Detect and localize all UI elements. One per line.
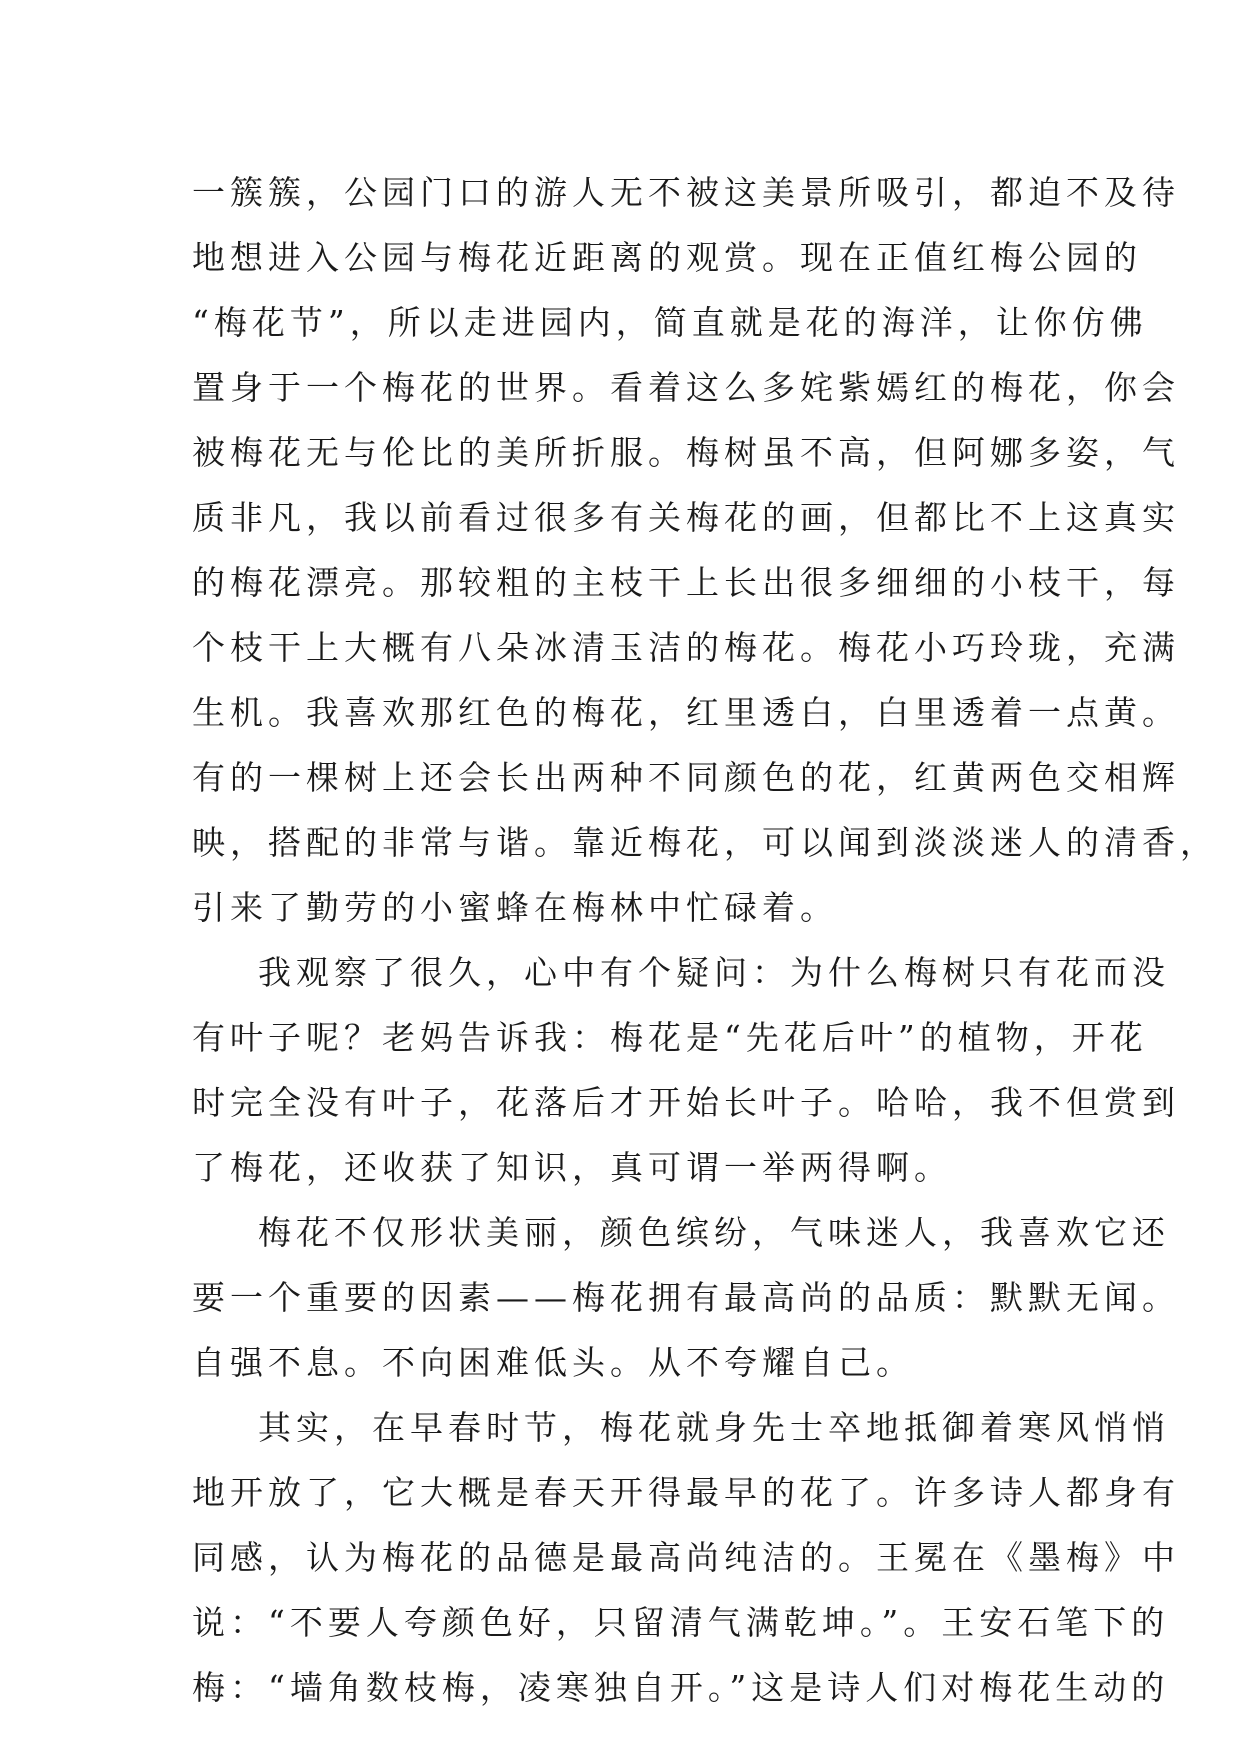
text-line: 生机。我喜欢那红色的梅花，红里透白，白里透着一点黄。 <box>192 693 1180 732</box>
text-line: 地想进入公园与梅花近距离的观赏。现在正值红梅公园的 <box>192 238 1142 277</box>
text-line: 有的一棵树上还会长出两种不同颜色的花，红黄两色交相辉 <box>192 758 1180 797</box>
text-line: 地开放了，它大概是春天开得最早的花了。许多诗人都身有 <box>192 1473 1180 1512</box>
text-line: 了梅花，还收获了知识，真可谓一举两得啊。 <box>192 1148 952 1187</box>
text-line: 说：“不要人夸颜色好，只留清气满乾坤。”。王安石笔下的 <box>192 1603 1170 1642</box>
text-line: 梅：“墙角数枝梅，凌寒独自开。”这是诗人们对梅花生动的 <box>192 1668 1170 1707</box>
paragraph-start-line: 梅花不仅形状美丽，颜色缤纷，气味迷人，我喜欢它还 <box>258 1213 1170 1252</box>
text-line: 质非凡，我以前看过很多有关梅花的画，但都比不上这真实 <box>192 498 1180 537</box>
text-line: 有叶子呢？老妈告诉我：梅花是“先花后叶”的植物，开花 <box>192 1018 1148 1057</box>
text-line: 自强不息。不向困难低头。从不夸耀自己。 <box>192 1343 914 1382</box>
text-line: 同感，认为梅花的品德是最高尚纯洁的。王冕在《墨梅》中 <box>192 1538 1180 1577</box>
text-line: 置身于一个梅花的世界。看着这么多姹紫嫣红的梅花，你会 <box>192 368 1180 407</box>
text-line: 的梅花漂亮。那较粗的主枝干上长出很多细细的小枝干，每 <box>192 563 1180 602</box>
paragraph-start-line: 我观察了很久，心中有个疑问：为什么梅树只有花而没 <box>258 953 1170 992</box>
essay-body <box>192 160 1218 1720</box>
text-line: 被梅花无与伦比的美所折服。梅树虽不高，但阿娜多姿，气 <box>192 433 1180 472</box>
text-line: 个枝干上大概有八朵冰清玉洁的梅花。梅花小巧玲珑，充满 <box>192 628 1180 667</box>
text-line: 一簇簇，公园门口的游人无不被这美景所吸引，都迫不及待 <box>192 173 1180 212</box>
text-line: 引来了勤劳的小蜜蜂在梅林中忙碌着。 <box>192 888 838 927</box>
paragraph-start-line: 其实，在早春时节，梅花就身先士卒地抵御着寒风悄悄 <box>258 1408 1170 1447</box>
text-line: 时完全没有叶子，花落后才开始长叶子。哈哈，我不但赏到 <box>192 1083 1180 1122</box>
text-line: “梅花节”，所以走进园内，简直就是花的海洋，让你仿佛 <box>192 303 1148 342</box>
text-line: 映，搭配的非常与谐。靠近梅花，可以闻到淡淡迷人的清香， <box>192 823 1218 862</box>
text-line: 要一个重要的因素——梅花拥有最高尚的品质：默默无闻。 <box>192 1278 1180 1317</box>
